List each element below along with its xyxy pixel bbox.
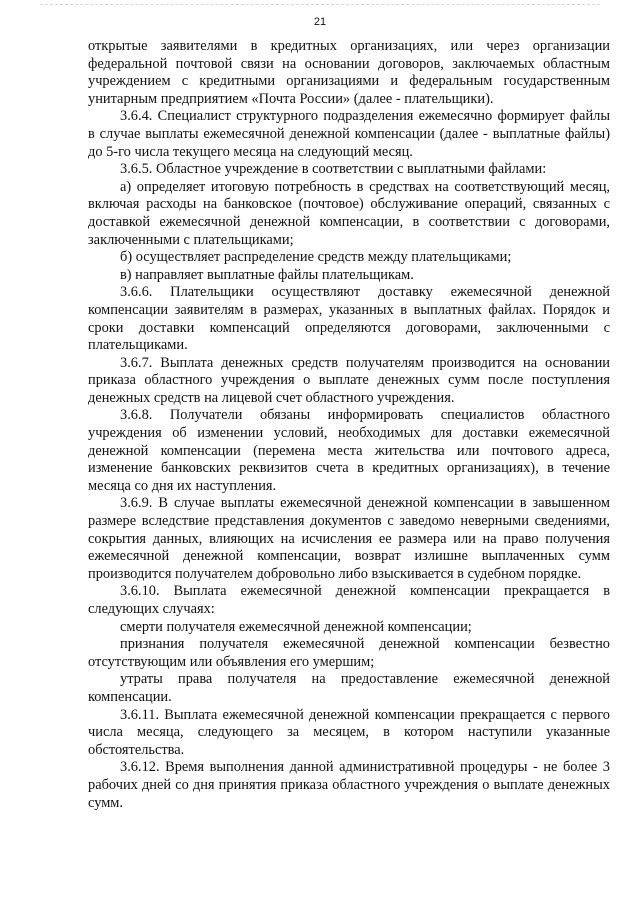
paragraph-3-6-5: 3.6.5. Областное учреждение в соответствии с выплатными файлами: (120, 161, 547, 178)
paragraph-3-6-12: 3.6.12. Время выполнения данной административной процедуры - не более 3 рабочих дней со дня принятия приказа областного учреждения о выплате денежных сумм. (88, 759, 610, 811)
case-missing: признания получателя ежемесячной денежной компенсации безвестно отсутствующим или объявления его умершим; (88, 636, 610, 670)
document-body (88, 38, 610, 812)
case-death: смерти получателя ежемесячной денежной компенсации; (120, 618, 472, 635)
paragraph-continuation: открытые заявителями в кредитных организациях, или через организации федеральной почтовой связи на основании договоров, заключаемых областным учреждением с кредитными организациями и федеральным государственным унитарным предприятием «Почта России» (далее - плательщики). (88, 38, 610, 107)
paragraph-3-6-11: 3.6.11. Выплата ежемесячной денежной компенсации прекращается с первого числа месяца, следующего за месяцем, в котором наступили указанные обстоятельства. (88, 706, 610, 758)
paragraph-3-6-4: 3.6.4. Специалист структурного подразделения ежемесячно формирует файлы в случае выплаты ежемесячной денежной компенсации (далее - выплатные файлы) до 5-го числа текущего месяца на следующий месяц. (88, 108, 610, 160)
paragraph-3-6-6: 3.6.6. Плательщики осуществляют доставку ежемесячной денежной компенсации заявителям в размерах, указанных в выплатных файлах. Порядок и сроки доставки компенсаций определяются договорами, заключенными с плательщиками. (88, 284, 610, 354)
case-loss-of-right: утраты права получателя на предоставление ежемесячной денежной компенсации. (88, 671, 610, 705)
paragraph-3-6-9: 3.6.9. В случае выплаты ежемесячной денежной компенсации в завышенном размере вследствие представления документов с заведомо неверными сведениями, сокрытия данных, влияющих на исчисления ее размера или на право получения ежемесячной денежной компенсации, возврат излишне выплаченных сумм производится получателем добровольно либо взыскивается в судебном порядке. (88, 495, 610, 582)
list-item-a: а) определяет итоговую потребность в средствах на соответствующий месяц, включая расходы на банковское (почтовое) обслуживание операций, связанных с доставкой ежемесячной денежной компенсации, в соответствии с договорами, заключенными с плательщиками; (88, 178, 610, 248)
paragraph-3-6-7: 3.6.7. Выплата денежных средств получателям производится на основании приказа областного учреждения о выплате денежных сумм после поступления денежных средств на лицевой счет областного учреждения. (88, 354, 610, 406)
scan-artifact (40, 4, 600, 9)
list-item-b: б) осуществляет распределение средств между плательщиками; (120, 249, 512, 266)
paragraph-3-6-8: 3.6.8. Получатели обязаны информировать специалистов областного учреждения об изменении условий, необходимых для доставки ежемесячной денежной компенсации (перемена места жительства или почтового адреса, изменение банковских реквизитов счета в кредитных организациях), в течение месяца со дня их наступления. (88, 407, 610, 494)
paragraph-3-6-10: 3.6.10. Выплата ежемесячной денежной компенсации прекращается в следующих случаях: (88, 583, 610, 617)
page-number: 21 (313, 16, 327, 28)
list-item-v: в) направляет выплатные файлы плательщикам. (120, 266, 414, 283)
